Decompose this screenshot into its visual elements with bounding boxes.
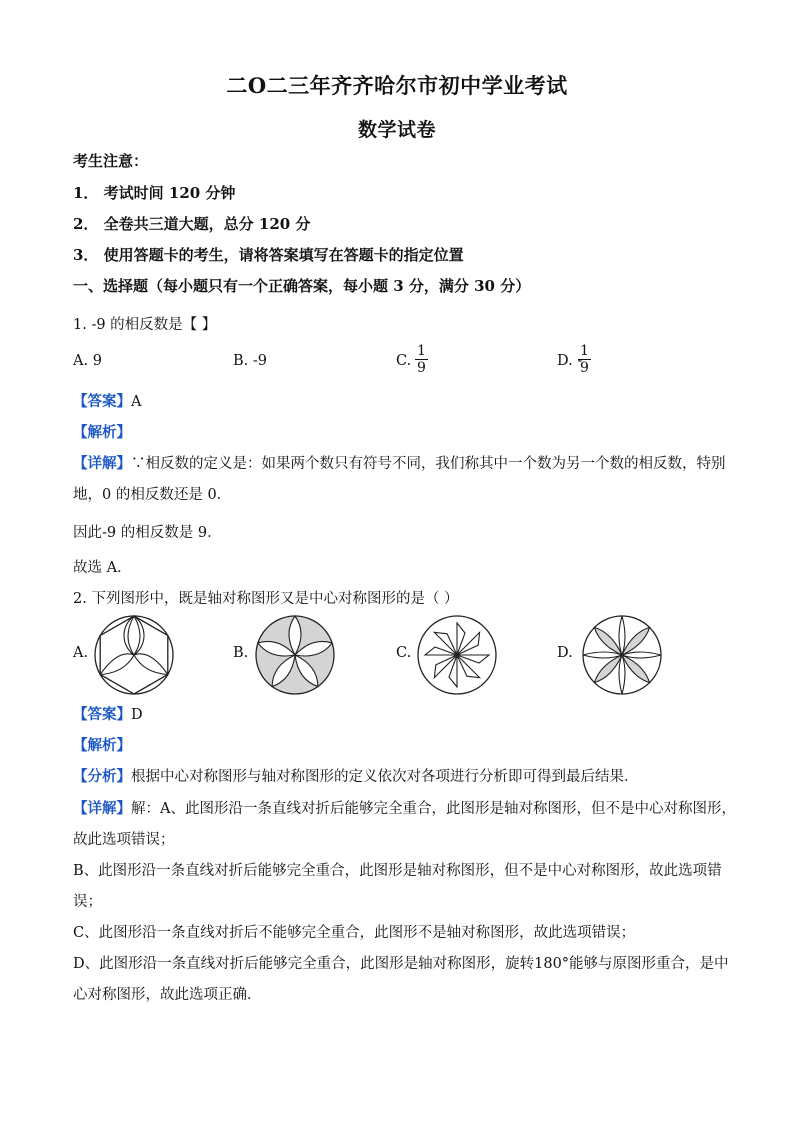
four-petal-figure-icon: [580, 613, 664, 697]
answer-value: A: [131, 394, 142, 410]
notice-heading: 考生注意：: [73, 152, 149, 170]
q2-detail-line-d1: D、此图形沿一条直线对折后能够完全重合，此图形是轴对称图形，旋转180°能够与原图形重合，是中: [73, 956, 729, 972]
q2-detail-line-a2: 故此选项错误；: [73, 832, 175, 848]
detail-text: ∵相反数的定义是：如果两个数只有符号不同，我们称其中一个数为另一个数的相反数，特别: [131, 456, 726, 472]
analysis-tag: 【解析】: [73, 737, 131, 754]
notice-item-2: 2． 全卷共三道大题，总分 120 分: [73, 215, 311, 233]
notice-item-1: 1． 考试时间 120 分钟: [73, 184, 236, 202]
fraction-numerator: 1: [417, 343, 426, 359]
q1-option-a: A. 9: [73, 353, 102, 369]
q1-analysis: [73, 421, 131, 442]
q2-label-b: B.: [233, 645, 249, 661]
analysis-tag: 【解析】: [73, 424, 131, 441]
q1-detail-line-2: 地，0 的相反数还是 0．: [73, 487, 232, 503]
fraction-numerator: 1: [580, 343, 589, 359]
section-heading: 一、选择题（每小题只有一个正确答案，每小题 3 分，满分 30 分）: [73, 277, 531, 295]
q2-label-d: D.: [557, 645, 573, 661]
q2-detail-line-d2: 心对称图形，故此选项正确．: [73, 987, 262, 1003]
pinwheel-figure-icon: [415, 613, 499, 697]
notice-item-3: 3． 使用答题卡的考生，请将答案填写在答题卡的指定位置: [73, 246, 464, 264]
q1-option-c-label: C.: [396, 353, 412, 369]
q2-answer: [73, 703, 143, 724]
q2-label-a: A.: [73, 645, 89, 661]
answer-tag: 【答案】: [73, 393, 131, 410]
page-title: 二O二三年齐齐哈尔市初中学业考试: [226, 73, 568, 98]
page-subtitle: 数学试卷: [357, 119, 436, 141]
q2-detail-line-b1: B、此图形沿一条直线对折后能够完全重合，此图形是轴对称图形，但不是中心对称图形，故此选项错: [73, 863, 722, 879]
q2-analysis-line: [73, 765, 639, 786]
fraction-denominator: 9: [417, 360, 426, 376]
q1-option-d-label: D. -: [557, 353, 583, 369]
q1-option-c-fraction: [415, 343, 428, 376]
q1-option-d-fraction: [578, 343, 591, 376]
analysis2-text: 根据中心对称图形与轴对称图形的定义依次对各项进行分析即可得到最后结果．: [131, 769, 639, 785]
q2-stem: 2. 下列图形中，既是轴对称图形又是中心对称图形的是（ ）: [73, 591, 459, 607]
q1-detail-line-4: 故选 A．: [73, 560, 132, 576]
q2-label-c: C.: [396, 645, 412, 661]
analysis2-tag: 【分析】: [73, 768, 131, 785]
q1-option-b: B. -9: [233, 353, 267, 369]
q1-stem: 1. -9 的相反数是【 】: [73, 317, 217, 333]
answer-value: D: [131, 707, 143, 723]
detail-tag: 【详解】: [73, 455, 131, 472]
five-petal-figure-icon: [253, 613, 337, 697]
q2-analysis: [73, 734, 131, 755]
q1-answer: [73, 390, 141, 411]
q2-detail-line-a1: [73, 797, 736, 818]
detail-tag: 【详解】: [73, 800, 131, 817]
hexagon-petal-figure-icon: [92, 613, 176, 697]
answer-tag: 【答案】: [73, 706, 131, 723]
q2-detail-line-c1: C、此图形沿一条直线对折后不能够完全重合，此图形不是轴对称图形，故此选项错误；: [73, 925, 636, 941]
detail-text: 解：A、此图形沿一条直线对折后能够完全重合，此图形是轴对称图形，但不是中心对称图形，: [131, 801, 736, 817]
q1-detail-line-3: 因此-9 的相反数是 9．: [73, 525, 222, 541]
q1-detail-line-1: [73, 452, 726, 473]
q2-detail-line-b2: 误；: [73, 894, 102, 910]
fraction-denominator: 9: [580, 360, 589, 376]
